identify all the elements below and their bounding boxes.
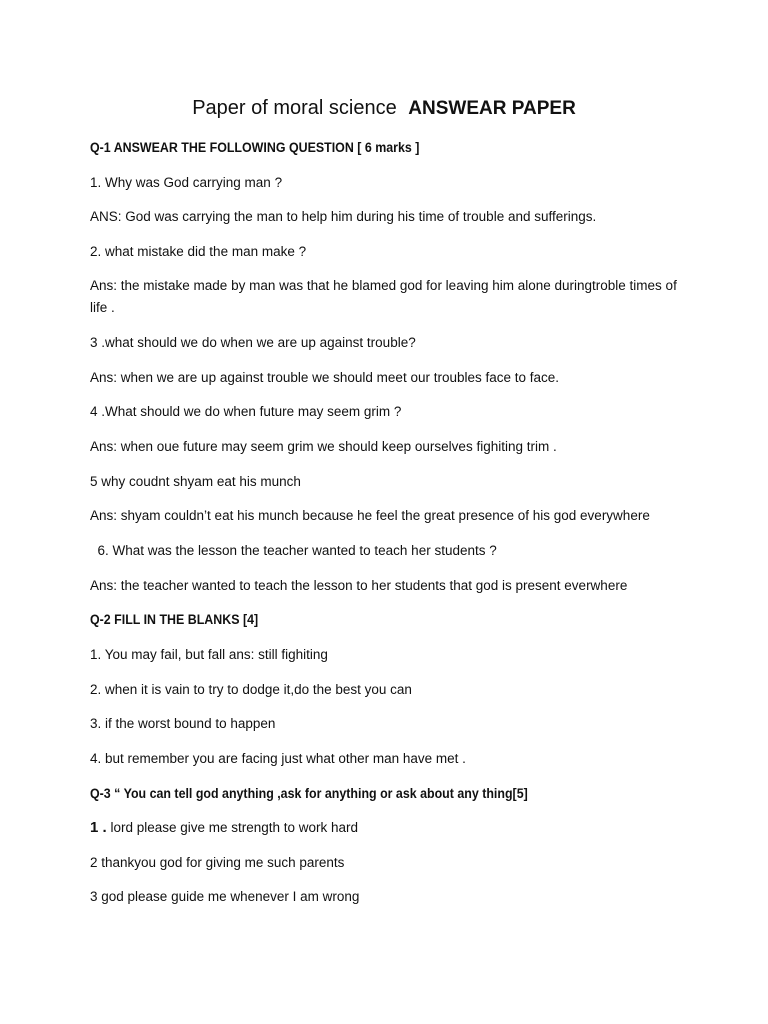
q1-line: Ans: when we are up against trouble we should meet our troubles face to face. <box>90 370 560 385</box>
q1-line: 2. what mistake did the man make ? <box>90 244 307 259</box>
q1-line: ANS: God was carrying the man to help him during his time of trouble and sufferings. <box>90 209 597 224</box>
q3-line <box>90 817 680 839</box>
q1-line: Ans: the mistake made by man was that he blamed god for leaving him alone duringtroble times of life . <box>90 278 677 315</box>
q3-heading: Q-3 “ You can tell god anything ,ask for anything or ask about any thing[5] <box>90 786 528 801</box>
q2-heading: Q-2 FILL IN THE BLANKS [4] <box>90 612 259 627</box>
q2-line: 2. when it is vain to try to dodge it,do the best you can <box>90 682 412 697</box>
q1-line: Ans: shyam couldn’t eat his munch because he feel the great presence of his god everywhere <box>90 508 650 523</box>
q1-line: 4 .What should we do when future may seem grim ? <box>90 404 402 419</box>
q3-line: 2 thankyou god for giving me such parents <box>90 855 345 870</box>
q2-line: 3. if the worst bound to happen <box>90 716 276 731</box>
q1-line: Ans: when oue future may seem grim we should keep ourselves fighiting trim . <box>90 439 557 454</box>
q3-first-number: 1 . <box>90 819 107 836</box>
q1-line: 5 why coudnt shyam eat his munch <box>90 474 301 489</box>
title-regular: Paper of moral science <box>192 97 397 119</box>
q2-line: 4. but remember you are facing just what other man have met . <box>90 751 466 766</box>
q2-line: 1. You may fail, but fall ans: still fighiting <box>90 647 328 662</box>
q1-line: 3 .what should we do when we are up against trouble? <box>90 335 416 350</box>
q1-line: 6. What was the lesson the teacher wanted to teach her students ? <box>90 543 497 558</box>
title-bold: ANSWEAR PAPER <box>408 98 576 119</box>
q3-line: 3 god please guide me whenever I am wrong <box>90 889 360 904</box>
q1-line: 1. Why was God carrying man ? <box>90 175 283 190</box>
q1-heading: Q-1 ANSWEAR THE FOLLOWING QUESTION [ 6 marks ] <box>90 140 420 155</box>
q1-line: Ans: the teacher wanted to teach the lesson to her students that god is present everwhere <box>90 578 628 593</box>
page-title <box>0 94 768 123</box>
q3-first-text: lord please give me strength to work hard <box>106 820 359 835</box>
